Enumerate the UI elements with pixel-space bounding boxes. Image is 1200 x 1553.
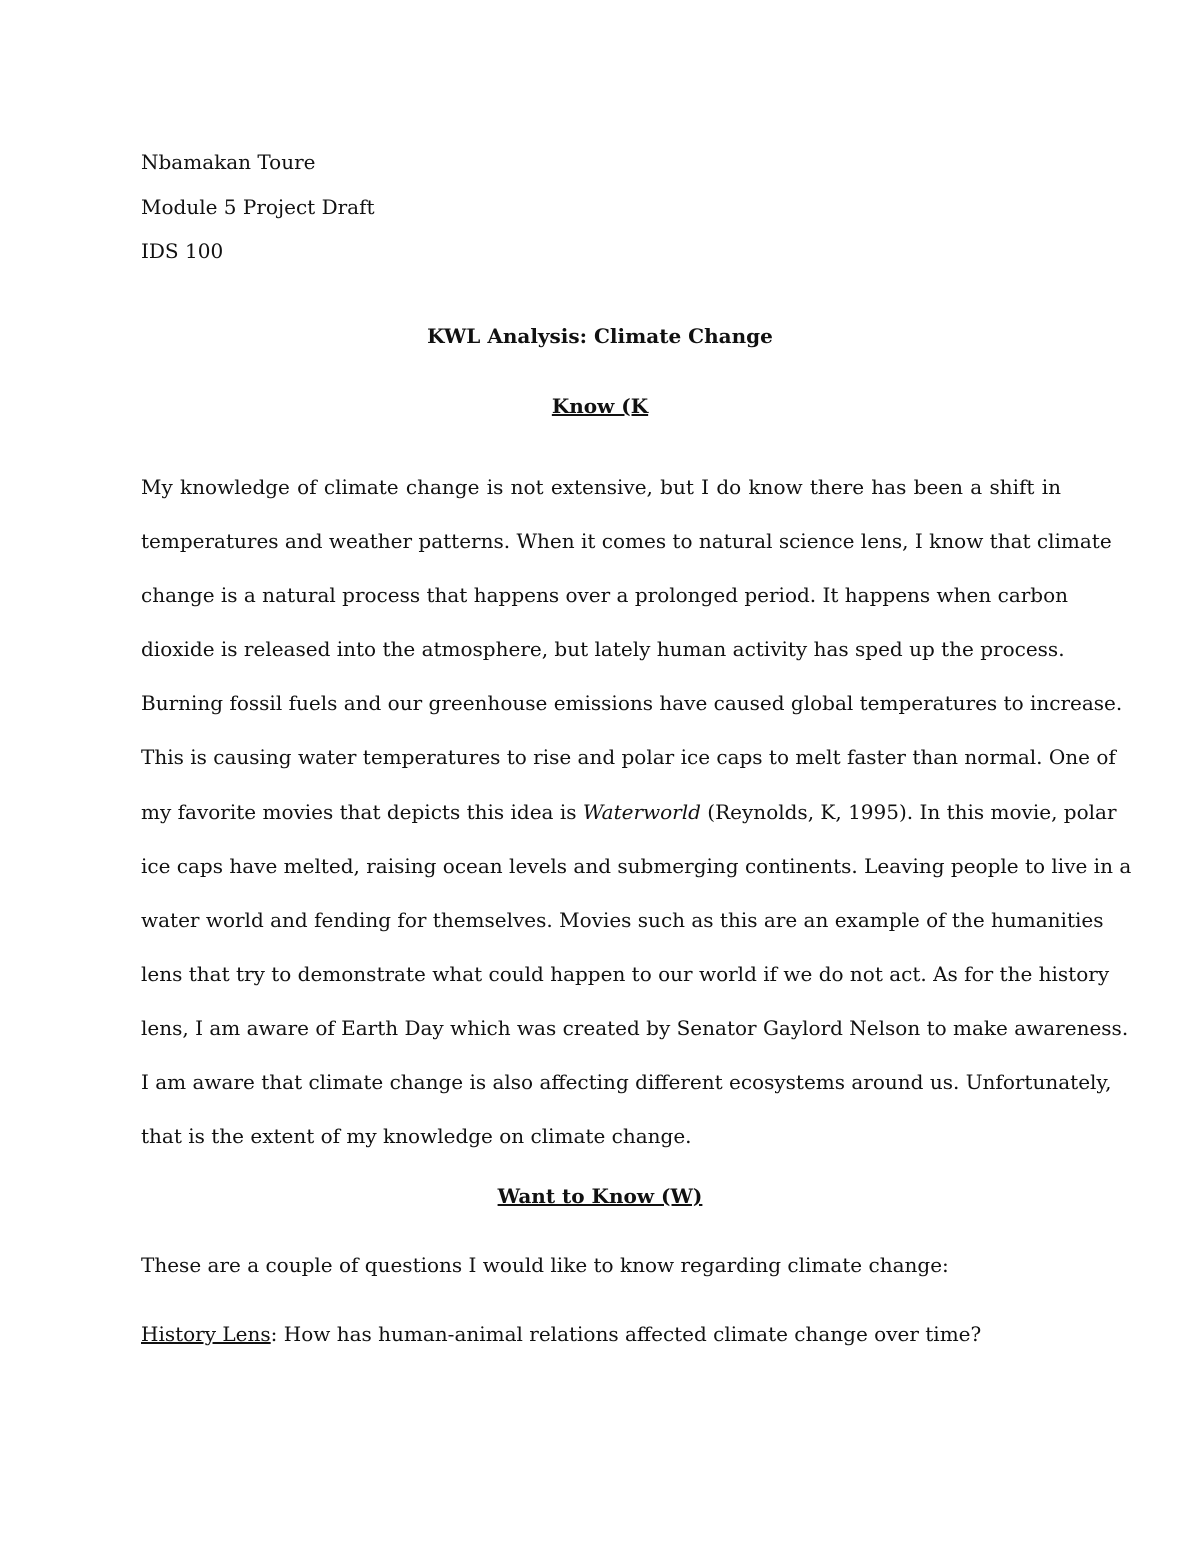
paragraph-line: that is the extent of my knowledge on climate change. xyxy=(141,1124,692,1149)
want-section-heading: Want to Know (W) xyxy=(497,1184,703,1208)
movie-line-after: (Reynolds, K, 1995). In this movie, polar xyxy=(700,799,1117,824)
movie-title: Waterworld xyxy=(582,799,701,824)
paragraph-line: temperatures and weather patterns. When it comes to natural science lens, I know that climate xyxy=(141,529,1112,554)
paragraph-line: My knowledge of climate change is not extensive, but I do know there has been a shift in xyxy=(141,475,1061,499)
paragraph-line: lens that try to demonstrate what could happen to our world if we do not act. As for the history xyxy=(141,961,1110,986)
lens-label: History Lens xyxy=(141,1322,271,1346)
assignment-name: Module 5 Project Draft xyxy=(141,194,375,219)
know-paragraph xyxy=(141,460,1132,1163)
paragraph-line: ice caps have melted, raising ocean levels and submerging continents. Leaving people to live in a xyxy=(141,853,1132,878)
paragraph-line: lens, I am aware of Earth Day which was created by Senator Gaylord Nelson to make awareness. xyxy=(141,1015,1129,1040)
document-title: KWL Analysis: Climate Change xyxy=(427,324,773,348)
paragraph-line-movie xyxy=(141,785,1117,839)
paragraph-line: change is a natural process that happens over a prolonged period. It happens when carbon xyxy=(141,583,1069,608)
paragraph-line: water world and fending for themselves. Movies such as this are an example of the humanities xyxy=(141,907,1104,932)
know-section-heading: Know (K xyxy=(551,394,649,418)
document-header xyxy=(141,140,375,274)
lens-question-text: : How has human-animal relations affected climate change over time? xyxy=(270,1322,982,1346)
paragraph-line: dioxide is released into the atmosphere, but lately human activity has sped up the process. xyxy=(141,637,1065,662)
want-intro-text: These are a couple of questions I would like to know regarding climate change: xyxy=(141,1253,949,1277)
paragraph-line: Burning fossil fuels and our greenhouse emissions have caused global temperatures to increase. xyxy=(141,691,1123,716)
paragraph-line: I am aware that climate change is also affecting different ecosystems around us. Unfortunately, xyxy=(141,1070,1112,1095)
history-lens-question xyxy=(141,1318,1061,1350)
movie-line-before: my favorite movies that depicts this idea is xyxy=(141,799,583,824)
course-code: IDS 100 xyxy=(141,239,224,263)
paragraph-line: This is causing water temperatures to rise and polar ice caps to melt faster than normal. One of xyxy=(141,745,1116,770)
author-name: Nbamakan Toure xyxy=(141,150,316,174)
